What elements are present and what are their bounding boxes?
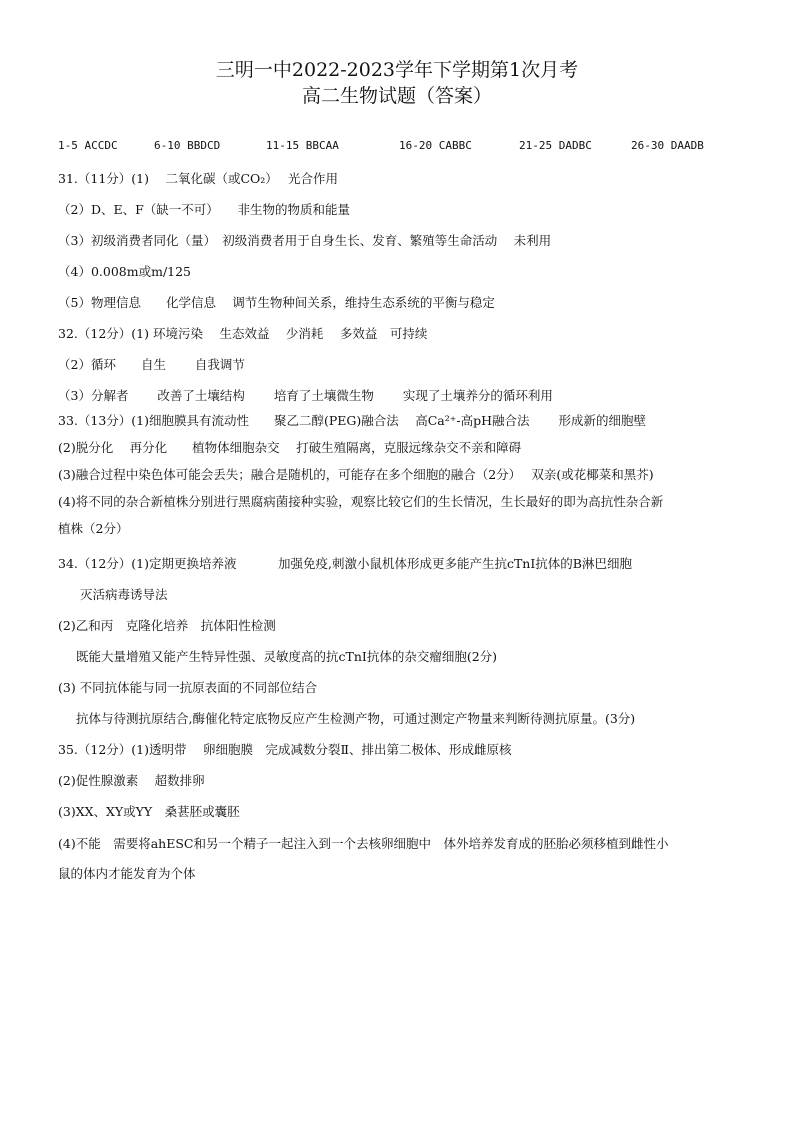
q32-line-3: （3）分解者 改善了土壤结构 培育了土壤微生物 实现了土壤养分的循环利用: [58, 388, 553, 403]
q31-line-2: （2）D、E、F（缺一不可） 非生物的物质和能量: [58, 202, 351, 217]
q35-line-5: 鼠的体内才能发育为个体: [58, 866, 196, 881]
q31-line-1: 31.（11分）(1) 二氧化碳（或CO₂） 光合作用: [58, 171, 339, 186]
q34-line-1: 34.（12分）(1)定期更换培养液 加强免疫,刺激小鼠机体形成更多能产生抗cTnI抗体的B淋巴细胞: [58, 556, 632, 571]
q35-line-4: (4)不能 需要将ahESC和另一个精子一起注入到一个去核卵细胞中 体外培养发育成的胚胎必须移植到雌性小: [58, 836, 669, 851]
q32-line-2: （2）循环 自生 自我调节: [58, 357, 245, 372]
choice-key-21-25: 21-25 DADBC: [519, 139, 592, 152]
q31-line-3: （3）初级消费者同化（量） 初级消费者用于自身生长、发育、繁殖等生命活动 未利用: [58, 233, 552, 248]
q34-line-4: 既能大量增殖又能产生特异性强、灵敏度高的抗cTnI抗体的杂交瘤细胞(2分): [76, 649, 498, 664]
choice-key-6-10: 6-10 BBDCD: [154, 139, 221, 152]
q33-line-4: (4)将不同的杂合新植株分别进行黑腐病菌接种实验，观察比较它们的生长情况，生长最好的即为高抗性杂合新: [58, 494, 664, 509]
q31-line-5: （5）物理信息 化学信息 调节生物种间关系，维持生态系统的平衡与稳定: [58, 295, 495, 310]
q33-line-3: (3)融合过程中染色体可能会丢失；融合是随机的，可能存在多个细胞的融合（2分） 双亲(或花椰菜和黑芥): [58, 467, 654, 482]
q34-line-3: (2)乙和丙 克隆化培养 抗体阳性检测: [58, 618, 276, 633]
q35-line-2: (2)促性腺激素 超数排卵: [58, 773, 205, 788]
q34-line-2: 灭活病毒诱导法: [80, 587, 168, 602]
q33-line-5: 植株（2分）: [58, 521, 129, 536]
choice-key-16-20: 16-20 CABBC: [399, 139, 472, 152]
q35-line-1: 35.（12分）(1)透明带 卵细胞膜 完成减数分裂Ⅱ、排出第二极体、形成雌原核: [58, 742, 512, 757]
q33-line-1: 33.（13分）(1)细胞膜具有流动性 聚乙二醇(PEG)融合法 高Ca²⁺-高pH融合法 形成新的细胞壁: [58, 413, 646, 428]
q32-line-1: 32.（12分）(1) 环境污染 生态效益 少消耗 多效益 可持续: [58, 326, 428, 341]
q31-line-4: （4）0.008m或m/125: [58, 264, 192, 279]
q33-line-2: (2)脱分化 再分化 植物体细胞杂交 打破生殖隔离，克服远缘杂交不亲和障碍: [58, 440, 522, 455]
choice-key-11-15: 11-15 BBCAA: [266, 139, 339, 152]
choice-key-26-30: 26-30 DAADB: [631, 139, 704, 152]
page-subtitle: 高二生物试题（答案）: [301, 85, 492, 107]
q34-line-6: 抗体与待测抗原结合,酶催化特定底物反应产生检测产物，可通过测定产物量来判断待测抗原量。(3分): [76, 711, 636, 726]
page-title: 三明一中2022-2023学年下学期第1次月考: [215, 59, 579, 81]
choice-key-1-5: 1-5 ACCDC: [58, 139, 118, 152]
q35-line-3: (3)XX、XY或YY 桑葚胚或囊胚: [58, 804, 240, 819]
q34-line-5: (3) 不同抗体能与同一抗原表面的不同部位结合: [58, 680, 318, 695]
